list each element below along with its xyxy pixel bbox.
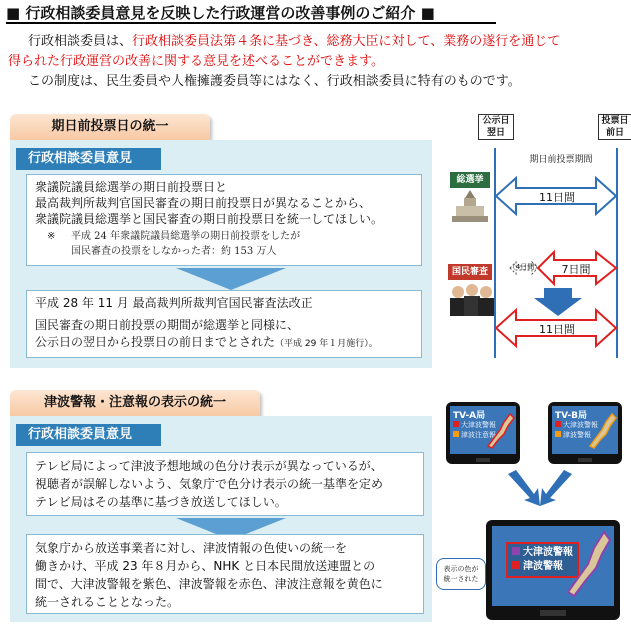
opinion-line: 衆議院議員総選挙と国民審査の期日前投票日を統一してほしい。 xyxy=(35,212,384,226)
days-11-top: 11日間 xyxy=(539,191,575,204)
tv-unified-screen xyxy=(492,526,614,606)
result-line: 公示日の翌日から投票日の前日までとされた（平成 29 年１月施行）。 xyxy=(35,335,378,349)
intro-line-1: 行政相談委員は、行政相談委員法第４条に基づき、総務大臣に対して、業務の遂行を通じて xyxy=(28,34,561,49)
intro-line-3: この制度は、民生委員や人権擁護委員等にはなく、行政相談委員に特有のものです。 xyxy=(28,74,521,89)
tv-b-legend: 大津波警報 津波警報 xyxy=(555,420,598,440)
tv-a-label: TV-A局 xyxy=(453,411,486,421)
opinion-line: テレビ局はその基準に基づき放送してほしい。 xyxy=(35,495,287,509)
section1-opinion-box xyxy=(26,174,422,266)
result-title: 平成 28 年 11 月 最高裁判所裁判官国民審査法改正 xyxy=(35,296,313,310)
page-title: ■ 行政相談委員意見を反映した行政運営の改善事例のご紹介 ■ xyxy=(6,2,496,24)
opinion-line: 衆議院議員総選挙の期日前投票日と xyxy=(35,180,228,194)
section1-tab: 期日前投票日の統一 xyxy=(10,114,210,140)
section2-tab: 津波警報・注意報の表示の統一 xyxy=(10,390,260,416)
section1-result-box xyxy=(26,290,422,358)
tv-a xyxy=(446,402,520,464)
election-badge: 総選挙 xyxy=(450,172,490,188)
section2-result-box xyxy=(26,534,424,614)
days-7: 7日間 xyxy=(561,263,591,276)
period-label: 期日前投票期間 xyxy=(529,155,593,165)
start-label: 公示日 翌日 xyxy=(478,114,514,140)
result-line: 気象庁から放送事業者に対し、津波情報の色使いの統一を xyxy=(35,541,348,555)
japan-map-icon xyxy=(566,530,612,604)
review-badge: 国民審査 xyxy=(448,264,492,280)
unified-legend: 大津波警報 津波警報 xyxy=(506,542,579,578)
tv-a-legend: 大津波警報 津波注意報 xyxy=(453,420,496,440)
days-4: （4日間） xyxy=(508,263,542,271)
opinion-line: 視聴者が誤解しないよう、気象庁で色分け表示の統一基準を定め xyxy=(35,477,384,491)
tv-stand xyxy=(540,610,566,616)
tv-unified xyxy=(486,520,620,620)
opinion-line: テレビ局によって津波予想地域の色分け表示が異なっているが、 xyxy=(35,459,383,473)
opinion-note: ※ 平成 24 年衆議院議員総選挙の期日前投票をしたが 国民審査の投票をしなかった者：約 153 万人 xyxy=(47,231,301,257)
result-line: 働きかけ、平成 23 年８月から、NHK と日本民間放送連盟との xyxy=(35,559,376,573)
down-arrow xyxy=(176,268,286,290)
tv-b-screen xyxy=(552,406,618,454)
section2-header: 行政相談委員意見 xyxy=(16,424,161,446)
tv-stand xyxy=(578,458,592,462)
intro-line-2: 得られた行政運営の改善に関する意見を述べることができます。 xyxy=(8,54,384,69)
tv-b xyxy=(548,402,622,464)
section1-header: 行政相談委員意見 xyxy=(16,148,161,170)
japan-map-icon xyxy=(588,412,618,452)
result-line: 国民審査の期日前投票の期間が総選挙と同様に、 xyxy=(35,318,300,332)
result-line: 間で、大津波警報を紫色、津波警報を赤色、津波注意報を黄色に xyxy=(35,577,383,591)
days-11-bottom: 11日間 xyxy=(539,323,575,336)
tv-stand xyxy=(476,458,490,462)
opinion-line: 最高裁判所裁判官国民審査の期日前投票日が異なることから、 xyxy=(35,196,372,210)
unified-callout: 表示の色が 統一された xyxy=(436,558,486,590)
end-label: 投票日 前日 xyxy=(598,114,631,140)
tv-a-screen xyxy=(450,406,516,454)
voting-period-diagram xyxy=(436,110,630,360)
result-line: 統一されることとなった。 xyxy=(35,595,180,609)
japan-map-icon xyxy=(486,412,516,452)
tv-b-label: TV-B局 xyxy=(555,411,588,421)
convergence-arrows xyxy=(500,470,580,510)
section2-opinion-box xyxy=(26,452,424,516)
